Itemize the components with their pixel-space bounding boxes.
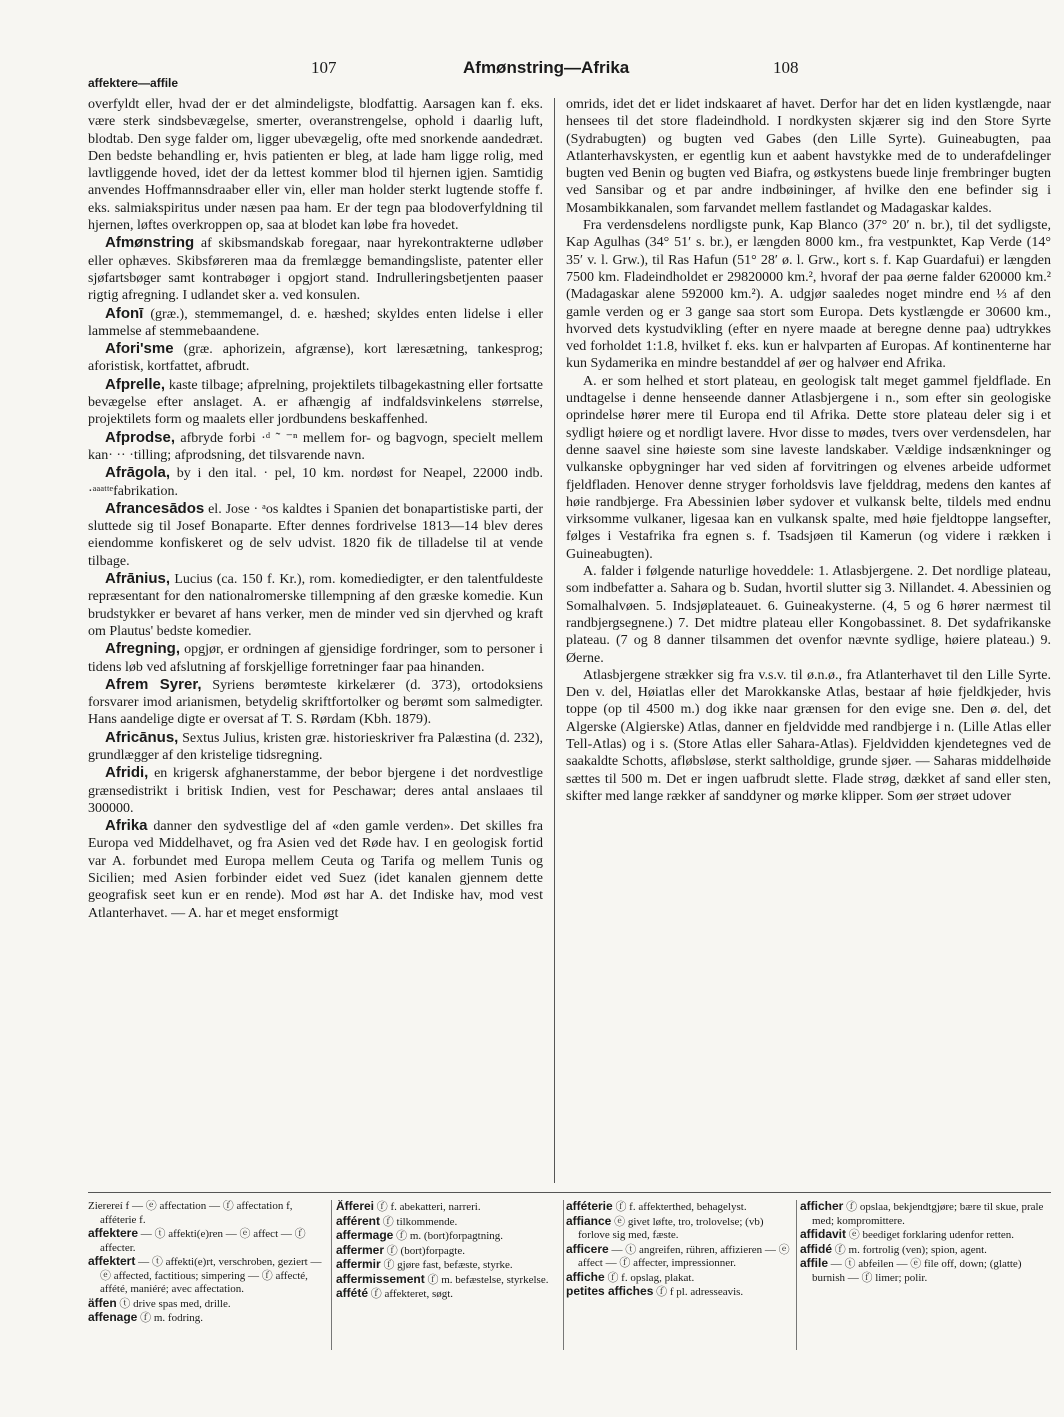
lexicon-word: affermissement: [336, 1271, 425, 1286]
entry-headword: Afregning,: [105, 640, 180, 658]
paragraph: omrids, idet det er lidet indskaaret af havet. Derfor har det en liden kystlængde, naar hensees til det store fladeindhold. I nordkysten skjærer sig ind den Store Syrte (Sydrabugten) og bugten ved Gabes (den Lille Syrte). Guineabugten, paa Atlanterhavskysten, er egentlig kun et aabent havstykke med de to underafdelinger bugten ved Benin og bugten ved Biafra, og østkystens buede linje frembringer bugten ved Sansibar og et par andre indbøininger, af hvilke den ene befinder sig i Mosambikkanalen, som farvandet mellem fastlandet og Madagaskar kaldes.: [566, 97, 1051, 216]
lexicon-entry: [88, 1295, 328, 1312]
lexicon-entry: [88, 1226, 328, 1255]
entry: [88, 464, 543, 500]
lexicon-entry: [336, 1257, 561, 1273]
entry: [88, 500, 543, 570]
lexicon-entry: [800, 1200, 1050, 1228]
lexicon-text: ⓕ m. (bort)forpagtning.: [393, 1230, 504, 1242]
lexicon-word: affermage: [336, 1228, 394, 1242]
entry: [88, 676, 543, 729]
entry-headword: Afori'sme: [105, 340, 174, 358]
lexicon-word: äffen: [88, 1295, 117, 1310]
lexicon-divider: [88, 1192, 1051, 1193]
lexicon-entry: [566, 1284, 791, 1300]
lexicon-text: ⓕ f. abekatteri, narreri.: [374, 1201, 481, 1213]
page-title: Afmønstring—Afrika: [463, 58, 630, 77]
right-text-column: [566, 96, 1051, 1186]
lexicon-entry: [88, 1200, 328, 1227]
lexicon-word: Äfferei: [336, 1200, 375, 1213]
lexicon-word: afficher: [800, 1200, 844, 1213]
entry-text: Lucius (ca. 150 f. Kr.), rom. komediedigter, er den talentfuldeste repræsentant for den nationalromerske tillempning af den græske komedie. Kun brudstykker er bevaret af hans verker, men de minder ved sin djervhed og kraft om Plautus' bedste komedier.: [88, 572, 543, 639]
entry-headword: Afridi,: [105, 764, 149, 782]
lexicon-column-2: [336, 1200, 561, 1350]
lexicon-word: affidavit: [800, 1227, 847, 1241]
lexicon-text: Zierereí f — ⓔ affectation — ⓕ affectation f, afféterie f.: [88, 1200, 293, 1226]
catchword: affektere—affile: [88, 76, 179, 90]
entry: [88, 429, 543, 465]
lexicon-column-1: [88, 1200, 328, 1350]
lexicon-word: affiance: [566, 1213, 612, 1228]
entry: [88, 764, 543, 817]
lexicon-text: ⓕ tilkommende.: [380, 1215, 458, 1228]
lexicon-entry: [566, 1241, 791, 1271]
lexicon-entry: [336, 1286, 561, 1302]
entry: [88, 729, 543, 765]
lexicon-column-rule: [796, 1200, 797, 1350]
entry-text: kaste tilbage; afprelning, projektilets tilbagekastning eller fortsatte bevægelse efter anslaget. A. er afhængig af indfaldsvinkelens størrelse, projektilets form og maalets eller jordbundens beskaffenhed.: [88, 377, 543, 428]
paragraph: Atlasbjergene strækker sig fra v.s.v. til ø.n.ø., fra Atlanterhavet til den Lille Syrte. Den v. del, Høiatlas eller det Marokkanske Atlas, bestaar af høie fjeldkjeder, hvis toppe (op til 4500 m.) dog ikke naar grænsen for den evige sne. Den ø. del, det Algerske (Algierske) Atlas, danner en fjeldvidde med randbjerge i n. (Lille Atlas eller Tell-Atlas) og i s. (Store Atlas eller Sahara-Atlas). Fjeldvidden kjendetegnes ved de saakaldte Schotts, afløbsløse, sterkt saltholdige, grunde sjøer. — Saharas middelhøide sættes til 500 m. Det er ingen uafbrudt slette. Flade strøg, dækket af sand eller sten, skifter med lange rækker af sanddyner og mørke klipper. Som øer strøet udover: [566, 667, 1051, 804]
lexicon-entry: [800, 1227, 1050, 1243]
lexicon-text: ⓕ opslaa, bekjendtgjøre; bære til skue, prale med; kompromittere.: [812, 1201, 1044, 1227]
entry-text: (græ.), stemmemangel, d. e. hæshed; skyldes enten lidelse i eller lammelse af stemmebaandene.: [88, 306, 543, 339]
lexicon-text: ⓕ f. affekterthed, behagelyst.: [612, 1201, 747, 1213]
page-number-right: 108: [773, 58, 799, 77]
lexicon-entry: [566, 1200, 791, 1215]
lexicon-entry: [88, 1254, 328, 1297]
lexicon-text: ⓣ drive spas med, drille.: [116, 1297, 231, 1310]
entry-text: by i den ital. · pel, 10 km. nordøst for Neapel, 22000 indb. ·ᵃᵃᵃᵗᵗᵉfabrikation.: [88, 466, 543, 499]
entry-headword: Africānus,: [105, 728, 179, 746]
lexicon-text: ⓕ f. opslag, plakat.: [604, 1271, 695, 1284]
lexicon-column-3: [566, 1200, 791, 1350]
lexicon-word: affermer: [336, 1242, 385, 1257]
lexicon-text: ⓕ f pl. adresseavis.: [653, 1286, 744, 1298]
entry-text: afbryde forbi ·ᵈ ˜ ⁻ⁿ mellem for- og bagvogn, specielt mellem kan· ·· ·tilling; afprodsning, det tilsvarende navn.: [88, 430, 543, 463]
entry: [88, 376, 543, 429]
entry-text: Sextus Julius, kristen græ. historieskriver fra Palæstina (d. 232), grundlægger af den kristelige tidsregning.: [88, 730, 543, 763]
column-divider: [554, 98, 555, 1183]
entry-text: en krigersk afghanerstamme, der bebor bjergene i det nordvestlige grænsedistrikt i britisk Indien, vest for Peschawar; deres antal anslaaes til 300000.: [88, 766, 543, 816]
lexicon-text: ⓕ m. fodring.: [137, 1312, 204, 1324]
entry: [88, 234, 543, 304]
lexicon-word: affektert: [88, 1254, 136, 1268]
lexicon-column-rule: [563, 1200, 564, 1350]
lexicon-word: petites affiches: [566, 1284, 654, 1298]
entry-text: af skibsmandskab foregaar, naar hyrekontrakterne udløber eller ophæves. Skibsføreren maa da fremlægge bemandingsliste, patenter eller sjøfartsbøger samt kontrabøger i opgjort stand. Indrulleringsbetjenten paaser rigtig afregning. I udlandet sker a. ved konsulen.: [88, 236, 543, 304]
lexicon-entry: [566, 1269, 791, 1286]
paragraph: A. falder i følgende naturlige hoveddele: 1. Atlasbjergene. 2. Det nordlige plateau, som indbefatter a. Sahara og b. Sudan, hvortil slutter sig 3. Nillandet. 4. Abessinien og Somalhalvøen. 5. Indsjøplateauet. 6. Guineakysterne. (4, 5 og 6 hører nærmest til randbjergsegnene.) 7. Det midtre plateau eller Kongobassinet. 8. Det sydafrikanske plateau. (7 og 8 danner tilsammen det ovenfor nævnte sydlige, høiere plateau.) 9. Øerne.: [566, 564, 1051, 666]
lexicon-column-4: [800, 1200, 1050, 1350]
entry-text: danner den sydvestlige del af «den gamle verden». Det skilles fra Europa ved Middelhavet, og fra Asien ved det Røde hav. I en geologisk fortid var A. forbundet med Europa mellem Ceuta og Tarifa og mellem Tunis og Sicilien; med Asien forbinder eidet ved Suez (idet kanalen gjennem dette geografisk seet kun er en rende). Mod øst har A. det Indiske hav, mod vest Atlanterhavet. — A. har et meget ensformigt: [88, 819, 543, 921]
entry-headword: Afrika: [105, 817, 148, 835]
lexicon-word: afficere: [566, 1241, 609, 1256]
paragraph: A. er som helhed et stort plateau, en geologisk talt meget gammel fjeldflade. En undtagelse i denne henseende danner Atlasbjergene i n., som efter sin geologiske oprindelse hører mere til Europa end til Afrika. Dette store plateau deler sig i et sydligt høiere og et nordligt lavere. Hvor disse to mødes, tvers over verdensdelen, har denne saavel sine høieste som sine laveste landskaber. Vældige indsænkninger og vulkanske opbygninger har ved siden af forvitringen og elvenes arbeide udformet fjeldfladen. Henover denne stryger forholdsvis lave fjelddrag, medens den kantes af høie randbjerge. Fra Abessinien løber sydover et vulkansk belte, tildels med endnu virksomme vulkaner, ligesaa kan en vulkansk spalte, med høie fjeldtoppe langsefter, følges i Vestafrika fra egnen s. f. Tsadsjøen til Kamerun (og videre i rækken i Guineabugten).: [566, 373, 1051, 562]
lexicon-entry: [800, 1256, 1050, 1285]
lexicon-entry: [336, 1271, 561, 1288]
lexicon-word: affile: [800, 1256, 829, 1270]
lexicon-word: affidé: [800, 1241, 833, 1256]
lexicon-word: affiche: [566, 1269, 605, 1284]
lexicon-word: afféterie: [566, 1200, 613, 1213]
lexicon-text: — ⓣ affekti(e)rt, verschroben, geziert — ⓔ affected, factitious; simpering — ⓕ affecté, affété, maniéré; avec affectation.: [100, 1256, 322, 1295]
entry-text: opgjør, er ordningen af gjensidige fordringer, som to personer i tidens løb ved afslutning af forskjellige forretninger faar paa hinanden.: [88, 642, 543, 675]
lexicon-word: affété: [336, 1286, 369, 1300]
entry-text: Syriens berømteste kirkelærer (d. 373), ortodoksiens forsvarer imod arianismen, betydelig skriftfortolker og berømt som salmedigter. Hans aandelige digte er oversat af T. S. Rørdam (Kbh. 1879).: [88, 677, 543, 728]
entry-headword: Afonī: [105, 304, 144, 322]
lexicon-entry: [336, 1200, 561, 1215]
lexicon-text: — ⓣ affekti(e)ren — ⓔ affect — ⓕ affecter.: [100, 1228, 306, 1254]
entry-headword: Afrāgola,: [105, 464, 171, 482]
lexicon-text: ⓕ m. fortrolig (ven); spion, agent.: [832, 1243, 987, 1256]
lexicon-text: ⓔ beediget forklaring udenfor retten.: [846, 1229, 1015, 1241]
lexicon-text: ⓕ m. befæstelse, styrkelse.: [424, 1273, 549, 1286]
entry-continuation: [88, 96, 543, 234]
entry: [88, 340, 543, 376]
lexicon-text: — ⓣ angreifen, rühren, affizieren — ⓔ affect — ⓕ affecter, impressionner.: [578, 1243, 790, 1269]
entry-headword: Afrem Syrer,: [105, 675, 202, 693]
lexicon-text: ⓕ gjøre fast, befæste, styrke.: [380, 1259, 513, 1271]
entry-headword: Afprelle,: [105, 375, 166, 393]
left-text-column: [88, 96, 543, 1186]
lexicon-entry: [336, 1213, 561, 1230]
entry: [88, 640, 543, 676]
entry-headword: Afmønstring: [105, 234, 195, 252]
page-number-left: 107: [311, 58, 337, 77]
entry-text: (græ. aphorizein, afgrænse), kort læresætning, tankesprog; aforistisk, kortfattet, afbrudt.: [88, 342, 543, 375]
lexicon-entry: [336, 1242, 561, 1259]
lexicon-word: afférent: [336, 1213, 381, 1228]
lexicon-column-rule: [331, 1200, 332, 1350]
entry-headword: Afrancesādos: [105, 499, 205, 517]
entry-headword: Afprodse,: [105, 428, 176, 446]
paragraph: Fra verdensdelens nordligste punk, Kap Blanco (37° 20′ n. br.), til det sydligste, Kap Agulhas (34° 51′ s. br.), er længden 8000 km., fra vestpunktet, Kap Verde (14° 35′ v. l. Grw.), til Ras Hafun (51° 28′ ø. l. Grw., kort s. f. Kap Guardafui) er længden 7500 km. Fladeindholdet er 29820000 km.², hvoraf der paa øerne falder 620000 km.² (Madagaskar alene 592000 km.²). A. udgjør saaledes noget mindre end ⅓ af den gamle verden og er 3 gange saa stort som Europa. Dets kystlængde er 30600 km., hvorved dets kystudvikling (efter en nyere maade at beregne denne paa) udtrykkes ved forholdet 1:1.8, hvilket f. eks. kun er halvparten af Europas. Af kontinenterne har kun Sydamerika en mindre bestanddel af øer og halvøer end Afrika.: [566, 218, 1051, 372]
lexicon-text: ⓕ (bort)forpagte.: [384, 1244, 465, 1257]
entry-text: overfyldt eller, hvad der er det almindeligste, blodfattig. Aarsagen kan f. eks. være sterk sindsbevægelse, smerter, overanstrengelse, ophold i daarlig luft, blodtab. Den syge falder om, ligger ubevægelig, ofte med snorkende aandedræt. Den bedste behandling er, hvis patienten er bleg, at lade ham ligge rolig, med lavtliggende hoved, idet der da lettest kommer blod til hjernen igjen. Samtidig anvendes Hoffmannsdraaber eller vin, eller man holder sterkt lugtende stoffe f. eks. salmiakspiritus under næsen paa ham. Er der tegn paa blodoverfyldning til hjernen, løftes overkroppen op, saa at blodet kan løbe fra hovedet.: [88, 97, 543, 234]
entry: [88, 305, 543, 341]
lexicon-entry: [336, 1228, 561, 1244]
entry: [88, 570, 543, 640]
lexicon-text: — ⓣ abfeilen — ⓔ file off, down; (glatte) burnish — ⓕ limer; polir.: [812, 1258, 1022, 1284]
lexicon-word: affenage: [88, 1310, 138, 1324]
lexicon-entry: [566, 1213, 791, 1243]
lexicon-word: affermir: [336, 1257, 381, 1271]
entry-headword: Afrānius,: [105, 570, 171, 588]
lexicon-entry: [800, 1241, 1050, 1258]
lexicon-text: ⓔ givet løfte, tro, trolovelse; (vb) forlove sig med, fæste.: [578, 1215, 764, 1241]
lexicon-word: affektere: [88, 1226, 139, 1240]
entry: [88, 817, 543, 922]
lexicon-entry: [88, 1310, 328, 1326]
entry-text: el. Jose · ᵃos kaldtes i Spanien det bonapartistiske parti, der sluttede sig til Josef Bonaparte. Efter dennes fordrivelse 1813—14 blev deres eiendomme konfiskeret og de selv udvist. 1820 fik de tilladelse til at vende tilbage.: [88, 501, 543, 569]
lexicon-text: ⓕ affekteret, søgt.: [368, 1288, 454, 1300]
